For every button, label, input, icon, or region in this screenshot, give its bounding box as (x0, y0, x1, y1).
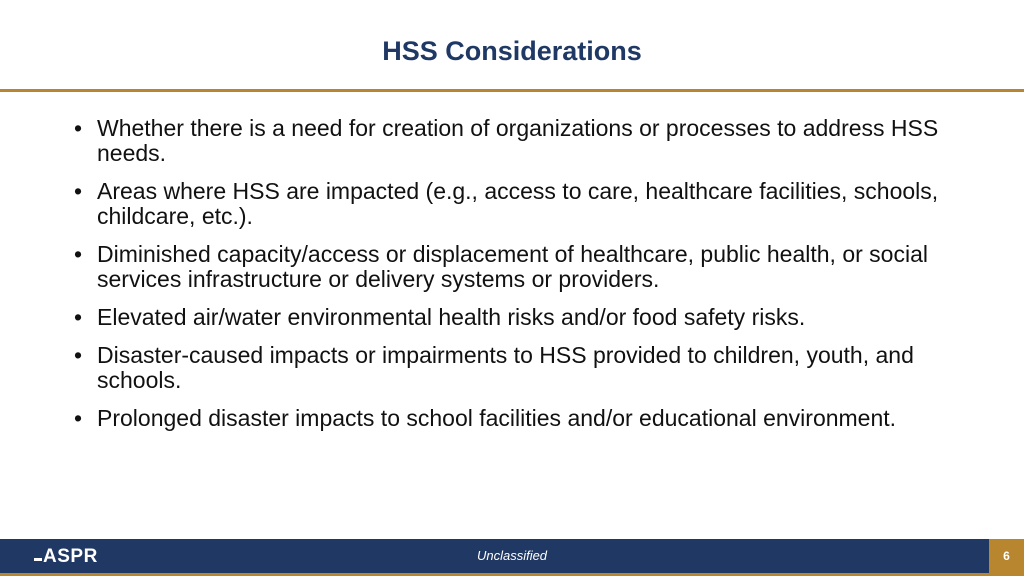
bullet-text: Whether there is a need for creation of organizations or processes to address HSS needs. (97, 115, 939, 166)
bullet-icon: • (74, 304, 83, 330)
bullet-item (0, 305, 1024, 330)
bullet-text: Elevated air/water environmental health risks and/or food safety risks. (97, 304, 806, 330)
bullet-text: Disaster-caused impacts or impairments to HSS provided to children, youth, and schools. (97, 342, 914, 393)
bullet-text: Prolonged disaster impacts to school facilities and/or educational environment. (97, 405, 897, 431)
bullet-text: Areas where HSS are impacted (e.g., access to care, healthcare facilities, schools, childcare, etc.). (97, 178, 939, 229)
bullet-item (0, 406, 1024, 431)
bullet-icon: • (74, 241, 83, 267)
bullet-item (0, 179, 1024, 229)
bullet-list (0, 116, 1024, 444)
bullet-item (0, 242, 1024, 292)
classification-label: Unclassified (476, 548, 548, 563)
bullet-text: Diminished capacity/access or displacement of healthcare, public health, or social services infrastructure or delivery systems or providers. (97, 241, 928, 292)
bullet-icon: • (74, 178, 83, 204)
bullet-item (0, 343, 1024, 393)
logo-text: ASPR (43, 546, 98, 567)
bullet-item (0, 116, 1024, 166)
page-number: 6 (1003, 549, 1010, 563)
bullet-icon: • (74, 342, 83, 368)
bullet-icon: • (74, 115, 83, 141)
bullet-icon: • (74, 405, 83, 431)
page-number-box (989, 539, 1024, 573)
slide-title: HSS Considerations (382, 36, 642, 66)
title-divider (0, 89, 1024, 92)
